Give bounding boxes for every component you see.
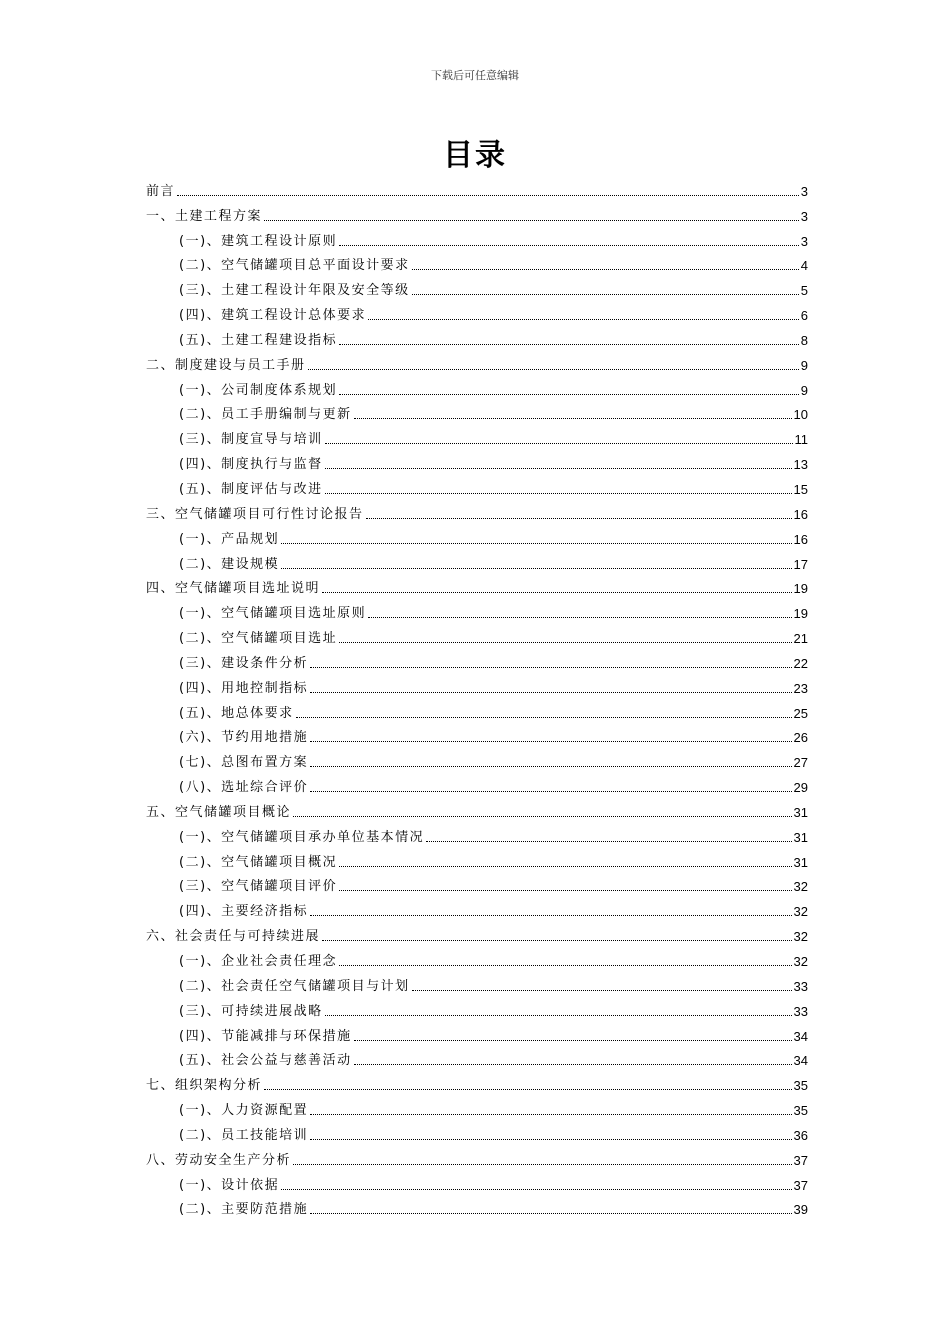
toc-dot-leader (339, 964, 791, 966)
toc-entry-text: (一)、设计依据 (179, 1177, 280, 1193)
toc-page-number: 35 (793, 1078, 808, 1094)
toc-dot-leader (426, 840, 791, 842)
toc-page-number: 9 (800, 382, 808, 398)
toc-entry-text: (二)、空气储罐项目选址 (179, 631, 338, 647)
toc-section-entry[interactable] (146, 945, 808, 970)
toc-chapter-entry[interactable] (146, 1144, 808, 1169)
toc-dot-leader (339, 889, 791, 891)
toc-entry-text: (一)、产品规划 (179, 531, 280, 547)
toc-chapter-entry[interactable] (146, 349, 808, 374)
toc-page-number: 3 (800, 183, 808, 199)
toc-entry-text: 七、组织架构分析 (146, 1078, 263, 1094)
toc-page-number: 4 (800, 258, 808, 274)
toc-dot-leader (310, 1138, 791, 1140)
toc-section-entry[interactable] (146, 523, 808, 548)
toc-entry-text: (二)、员工手册编制与更新 (179, 407, 352, 423)
toc-page-number: 10 (793, 407, 808, 423)
toc-dot-leader (412, 293, 799, 295)
toc-chapter-entry[interactable] (146, 498, 808, 523)
toc-entry-text: (三)、空气储罐项目评价 (179, 879, 338, 895)
toc-page-number: 19 (793, 581, 808, 597)
toc-section-entry[interactable] (146, 473, 808, 498)
toc-section-entry[interactable] (146, 1119, 808, 1144)
toc-section-entry[interactable] (146, 895, 808, 920)
toc-dot-leader (310, 914, 791, 916)
toc-page-number: 22 (793, 655, 808, 671)
toc-entry-text: (一)、人力资源配置 (179, 1103, 309, 1119)
toc-dot-leader (308, 368, 799, 370)
toc-entry-text: 六、社会责任与可持续进展 (146, 929, 321, 945)
toc-entry-text: 二、制度建设与员工手册 (146, 357, 306, 373)
toc-page-number: 34 (793, 1028, 808, 1044)
toc-section-entry[interactable] (146, 274, 808, 299)
toc-dot-leader (264, 1088, 792, 1090)
toc-page-number: 33 (793, 1003, 808, 1019)
toc-entry-text: (一)、公司制度体系规划 (179, 382, 338, 398)
toc-dot-leader (412, 268, 799, 270)
toc-section-entry[interactable] (146, 250, 808, 275)
toc-entry-text: 前言 (146, 183, 176, 199)
toc-dot-leader (310, 1113, 791, 1115)
toc-entry-text: (二)、空气储罐项目概况 (179, 854, 338, 870)
toc-chapter-entry[interactable] (146, 1069, 808, 1094)
toc-section-entry[interactable] (146, 647, 808, 672)
toc-entry-text: (一)、建筑工程设计原则 (179, 233, 338, 249)
toc-page-number: 25 (793, 705, 808, 721)
toc-section-entry[interactable] (146, 821, 808, 846)
toc-dot-leader (296, 716, 792, 718)
toc-entry-text: (三)、土建工程设计年限及安全等级 (179, 283, 410, 299)
toc-dot-leader (339, 865, 791, 867)
toc-page-number: 6 (800, 308, 808, 324)
toc-page-number: 33 (793, 978, 808, 994)
toc-section-entry[interactable] (146, 1094, 808, 1119)
toc-entry-text: (四)、节能减排与环保措施 (179, 1028, 352, 1044)
toc-dot-leader (325, 442, 793, 444)
toc-entry-text: 一、土建工程方案 (146, 208, 263, 224)
toc-dot-leader (293, 1163, 792, 1165)
toc-section-entry[interactable] (146, 1045, 808, 1070)
toc-page-number: 37 (793, 1177, 808, 1193)
toc-section-entry[interactable] (146, 722, 808, 747)
toc-dot-leader (325, 467, 792, 469)
toc-page-number: 17 (793, 556, 808, 572)
toc-page-number: 29 (793, 780, 808, 796)
toc-entry-text: (四)、主要经济指标 (179, 904, 309, 920)
toc-page-number: 36 (793, 1127, 808, 1143)
toc-dot-leader (281, 542, 791, 544)
toc-entry-text: (四)、制度执行与监督 (179, 457, 323, 473)
toc-dot-leader (293, 815, 792, 817)
toc-dot-leader (339, 244, 799, 246)
toc-entry-text: (四)、用地控制指标 (179, 680, 309, 696)
toc-dot-leader (339, 393, 799, 395)
toc-entry-text: (五)、社会公益与慈善活动 (179, 1053, 352, 1069)
toc-page-number: 3 (800, 233, 808, 249)
toc-section-entry[interactable] (146, 448, 808, 473)
toc-page-number: 19 (793, 606, 808, 622)
toc-entry-text: (一)、空气储罐项目承办单位基本情况 (179, 829, 425, 845)
toc-page-number: 31 (793, 854, 808, 870)
toc-dot-leader (322, 939, 792, 941)
toc-entry-text: 五、空气储罐项目概论 (146, 804, 292, 820)
toc-page-number: 16 (793, 531, 808, 547)
toc-section-entry[interactable] (146, 399, 808, 424)
toc-page-number: 39 (793, 1202, 808, 1218)
toc-entry-text: 四、空气储罐项目选址说明 (146, 581, 321, 597)
toc-entry-text: (二)、主要防范措施 (179, 1202, 309, 1218)
toc-dot-leader (339, 343, 799, 345)
toc-dot-leader (177, 194, 799, 196)
toc-dot-leader (310, 740, 791, 742)
toc-dot-leader (325, 492, 792, 494)
toc-section-entry[interactable] (146, 299, 808, 324)
toc-section-entry[interactable] (146, 995, 808, 1020)
toc-dot-leader (354, 1063, 792, 1065)
toc-dot-leader (325, 1014, 792, 1016)
toc-section-entry[interactable] (146, 1169, 808, 1194)
toc-entry-text: (二)、员工技能培训 (179, 1127, 309, 1143)
toc-dot-leader (281, 567, 791, 569)
toc-chapter-entry[interactable] (146, 796, 808, 821)
toc-dot-leader (310, 1212, 791, 1214)
toc-page-number: 27 (793, 755, 808, 771)
toc-page-number: 3 (800, 208, 808, 224)
toc-dot-leader (310, 765, 791, 767)
toc-chapter-entry[interactable] (146, 920, 808, 945)
toc-entry-text: (五)、地总体要求 (179, 705, 294, 721)
toc-entry-text: (八)、选址综合评价 (179, 780, 309, 796)
toc-entry-text: 三、空气储罐项目可行性讨论报告 (146, 506, 364, 522)
toc-page-number: 21 (793, 631, 808, 647)
toc-entry-text: (三)、建设条件分析 (179, 655, 309, 671)
toc-dot-leader (412, 989, 792, 991)
toc-entry-text: (一)、企业社会责任理念 (179, 954, 338, 969)
toc-page-number: 9 (800, 357, 808, 373)
toc-chapter-entry[interactable] (146, 200, 808, 225)
toc-page-number: 16 (793, 506, 808, 522)
toc-dot-leader (368, 318, 799, 320)
toc-section-entry[interactable] (146, 324, 808, 349)
toc-dot-leader (322, 591, 792, 593)
toc-section-entry[interactable] (146, 622, 808, 647)
toc-section-entry[interactable] (146, 597, 808, 622)
toc-dot-leader (310, 790, 791, 792)
toc-chapter-entry[interactable] (146, 573, 808, 598)
toc-entry-text: (七)、总图布置方案 (179, 755, 309, 771)
toc-dot-leader (310, 691, 791, 693)
toc-dot-leader (354, 417, 792, 419)
toc-section-entry[interactable] (146, 697, 808, 722)
toc-page-number: 32 (793, 904, 808, 920)
toc-entry-text: (二)、社会责任空气储罐项目与计划 (179, 978, 410, 994)
toc-page-number: 32 (793, 879, 808, 895)
toc-dot-leader (281, 1188, 791, 1190)
toc-dot-leader (339, 641, 791, 643)
toc-section-entry[interactable] (146, 746, 808, 771)
toc-section-entry[interactable] (146, 225, 808, 250)
toc-page-number: 8 (800, 332, 808, 348)
toc-dot-leader (264, 219, 799, 221)
toc-title: 目录 (443, 138, 507, 173)
toc-page-number: 37 (793, 1152, 808, 1168)
toc-section-entry[interactable] (146, 374, 808, 399)
toc-section-entry[interactable] (146, 771, 808, 796)
toc-entry-text: (五)、制度评估与改进 (179, 481, 323, 497)
toc-dot-leader (310, 666, 791, 668)
toc-section-entry[interactable] (146, 1194, 808, 1219)
toc-entry-text: (二)、空气储罐项目总平面设计要求 (179, 258, 410, 274)
toc-entry-text: 八、劳动安全生产分析 (146, 1152, 292, 1168)
toc-page-number: 35 (793, 1103, 808, 1119)
toc-page-number: 26 (793, 730, 808, 746)
toc-chapter-entry[interactable] (146, 175, 808, 200)
toc-section-entry[interactable] (146, 871, 808, 896)
toc-page-number: 32 (793, 954, 808, 969)
toc-page-number: 31 (793, 804, 808, 820)
toc-section-entry[interactable] (146, 548, 808, 573)
toc-page-number: 32 (793, 929, 808, 945)
toc-section-entry[interactable] (146, 1020, 808, 1045)
toc-section-entry[interactable] (146, 672, 808, 697)
toc-page-number: 13 (793, 457, 808, 473)
toc-dot-leader (366, 517, 792, 519)
header-note: 下载后可任意编辑 (431, 69, 519, 82)
table-of-contents (146, 175, 808, 1218)
toc-dot-leader (354, 1039, 792, 1041)
toc-page-number: 23 (793, 680, 808, 696)
toc-section-entry[interactable] (146, 423, 808, 448)
toc-page-number: 11 (794, 432, 808, 448)
toc-page-number: 5 (800, 283, 808, 299)
toc-page-number: 15 (793, 481, 808, 497)
toc-dot-leader (368, 616, 791, 618)
toc-entry-text: (二)、建设规模 (179, 556, 280, 572)
toc-page-number: 31 (793, 829, 808, 845)
toc-entry-text: (五)、土建工程建设指标 (179, 332, 338, 348)
toc-entry-text: (三)、制度宣导与培训 (179, 432, 323, 448)
toc-entry-text: (三)、可持续进展战略 (179, 1003, 323, 1019)
toc-entry-text: (四)、建筑工程设计总体要求 (179, 308, 367, 324)
toc-page-number: 34 (793, 1053, 808, 1069)
toc-entry-text: (一)、空气储罐项目选址原则 (179, 606, 367, 622)
toc-section-entry[interactable] (146, 970, 808, 995)
toc-section-entry[interactable] (146, 846, 808, 871)
toc-entry-text: (六)、节约用地措施 (179, 730, 309, 746)
